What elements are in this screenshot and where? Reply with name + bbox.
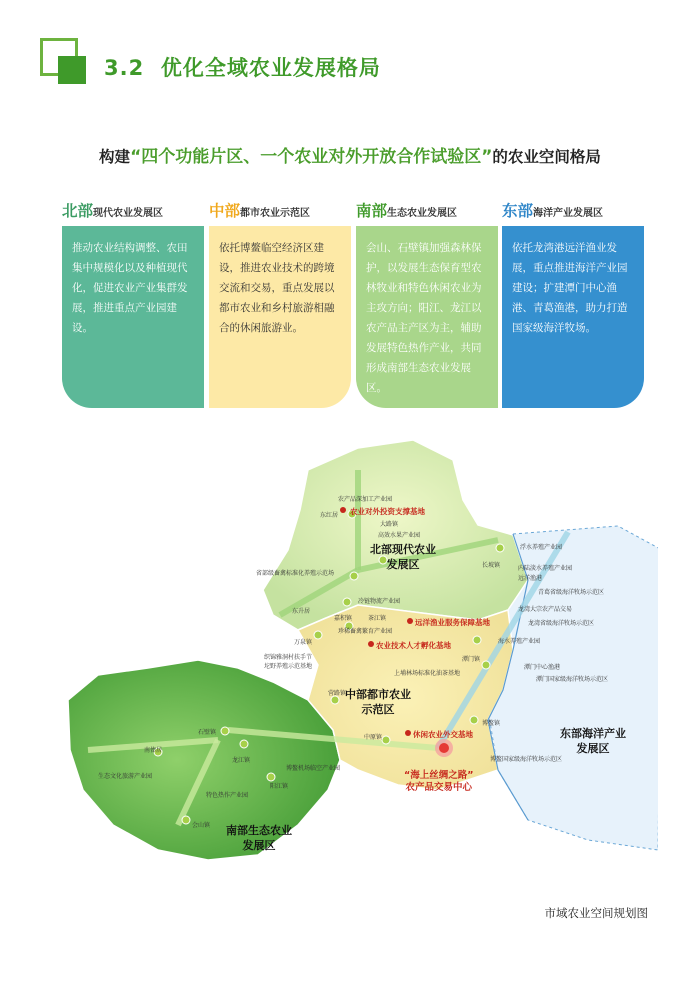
map-label: 大路镇 [380, 521, 399, 528]
map-label: 上埔林场标准化油茶基地 [394, 670, 461, 677]
map-label-tech: 农业技术人才孵化基地 [376, 641, 451, 650]
map-label: 博鳌镇 [482, 720, 501, 727]
section-title: 3.2 优化全域农业发展格局 [104, 56, 381, 80]
map-label: 潭门中心渔港 [524, 664, 561, 671]
map-label: 东升居 [292, 608, 311, 615]
zone-card-east: 东部海洋产业发展区 依托龙湾港远洋渔业发展，重点推进海洋产业园建设；扩建潭门中心渔港、青葛渔港，助力打造国家级海洋牧场。 [502, 196, 644, 408]
map-label-fishery: 远洋渔业服务保障基地 [415, 618, 490, 627]
map-label: 会山镇 [192, 822, 211, 829]
map-label: 博鳌国家级海洋牧场示范区 [490, 756, 563, 763]
map-label-silk: “海上丝绸之路” 农产品交易中心 [404, 770, 474, 793]
map-zone-label-east: 东部海洋产业 发展区 [560, 727, 626, 755]
map-label: 织锦雅洞村扶手节 [264, 654, 313, 661]
map-label: 长坡镇 [482, 562, 501, 569]
south-zone-area [68, 660, 340, 860]
zone-card-central: 中部都市农业示范区 依托博鳌临空经济区建设，推进农业技术的跨境交流和交易，重点发展以都市农业和乡村旅游相融合的休闲旅游业。 [209, 196, 351, 408]
map-zone-label-north: 北部现代农业 发展区 [370, 543, 436, 571]
zone-card-south: 南部生态农业发展区 会山、石壁镇加强森林保护，以发展生态保育型农林牧业和特色休闲农业为主攻方向；阳江、龙江以农产品主产区为主，辅助发展特色热作产业，共同形成南部生态农业发展区。 [356, 196, 498, 408]
map-label: 青葛省级海洋牧场示范区 [538, 589, 605, 596]
map-label: 博鳌机场临空产业园 [286, 765, 341, 772]
map-label: 省部级畜禽标准化养殖示范场 [256, 570, 335, 577]
zone-card-text: 推动农业结构调整、农田集中规模化以及种植现代化，促进农业产业集群发展，推进重点产业园建设。 [62, 226, 204, 408]
map-label: 农产品深加工产业园 [338, 496, 393, 503]
zone-card-text: 依托博鳌临空经济区建设，推进农业技术的跨境交流和交易，重点发展以都市农业和乡村旅游相融合的休闲旅游业。 [209, 226, 351, 408]
map-label: 石壁镇 [198, 729, 217, 736]
map-label: 特色热作产业园 [206, 792, 249, 799]
map-label: 海水养殖产业园 [498, 638, 541, 645]
planning-map [58, 430, 658, 890]
map-label: 冷链物流产业园 [358, 598, 401, 605]
section-logo [40, 38, 88, 84]
map-label: 中原镇 [364, 734, 383, 741]
map-label: 珍稀畜禽繁育产业园 [338, 628, 393, 635]
map-label: 内陆淡水养殖产业园 [518, 565, 573, 572]
map-label: 万泉镇 [294, 639, 313, 646]
map-label: 潭门镇 [462, 656, 481, 663]
map-label: 浮水养殖产业园 [520, 544, 563, 551]
map-label: 东红居 [320, 512, 339, 519]
map-caption: 市域农业空间规划图 [544, 906, 648, 920]
zone-card-text: 依托龙湾港远洋渔业发展，重点推进海洋产业园建设；扩建潭门中心渔港、青葛渔港，助力打造国家级海洋牧场。 [502, 226, 644, 408]
map-label: 龙湾省级海洋牧场示范区 [528, 620, 595, 627]
page-subtitle: 构建“四个功能片区、一个农业对外开放合作试验区”的农业空间格局 [99, 147, 601, 167]
map-label: 嘉积镇 [334, 615, 353, 622]
map-label: 远洋渔港 [518, 575, 543, 582]
map-zone-label-south: 南部生态农业 发展区 [226, 824, 292, 852]
map-label: 高效水果产业园 [378, 532, 421, 539]
map-label-leisure: 休闲农业外交基地 [413, 730, 473, 739]
map-label: 阳江镇 [270, 783, 289, 790]
map-label: 生态文化旅游产业园 [98, 773, 153, 780]
map-zone-label-central: 中部都市农业 示范区 [345, 688, 411, 716]
map-label: 龙江镇 [232, 757, 251, 764]
map-label: 坨野养殖示范基地 [264, 663, 313, 670]
map-label: 茶江镇 [368, 615, 387, 622]
zone-card-text: 会山、石壁镇加强森林保护，以发展生态保育型农林牧业和特色休闲农业为主攻方向；阳江、龙江以农产品主产区为主，辅助发展特色热作产业，共同形成南部生态农业发展区。 [356, 226, 498, 408]
map-label: 营路镇 [328, 690, 347, 697]
zone-cards [62, 196, 644, 408]
map-label: 南俸居 [144, 747, 163, 754]
map-label: 龙湾大宗农产品交易 [518, 606, 573, 613]
zone-card-north: 北部现代农业发展区 推动农业结构调整、农田集中规模化以及种植现代化，促进农业产业集群发展，推进重点产业园建设。 [62, 196, 204, 408]
map-label: 潭门国家级海洋牧场示范区 [536, 676, 609, 683]
map-label-invest: 农业对外投资支撑基地 [350, 507, 425, 516]
